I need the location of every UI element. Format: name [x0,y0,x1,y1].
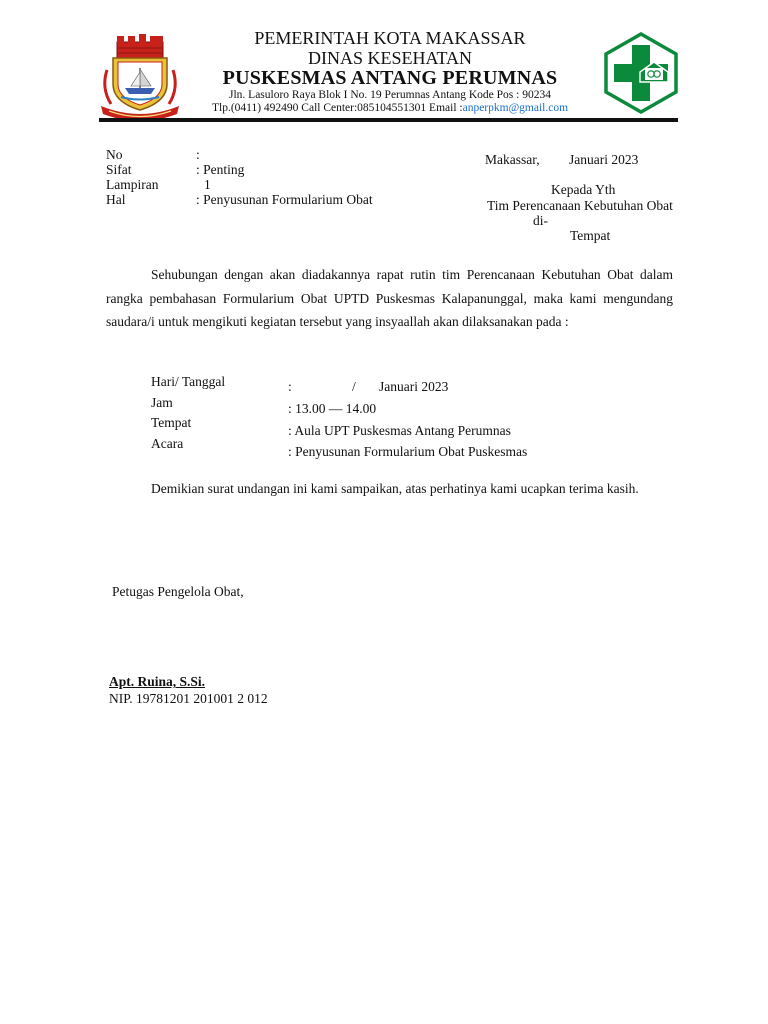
meta-lampiran-value: 1 [204,177,211,192]
detail-jam-value: : 13.00 — 14.00 [288,401,377,416]
meta-sifat-value: : Penting [196,162,245,177]
recipient-city: Makassar, [485,152,540,167]
detail-tempat-label: Tempat [151,415,192,430]
detail-hari-month: Januari 2023 [379,379,449,394]
signature-nip: NIP. 19781201 201001 2 012 [109,691,268,706]
meta-lampiran-label: Lampiran [106,177,159,192]
recipient-tempat: Tempat [570,228,611,243]
signature-role: Petugas Pengelola Obat, [112,584,244,599]
recipient-kepada: Kepada Yth [551,182,616,197]
letterhead-line-puskesmas: PUSKESMAS ANTANG PERUMNAS [222,67,558,89]
recipient-name: Tim Perencanaan Kebutuhan Obat [487,198,673,213]
letterhead-contact-text: Tlp.(0411) 492490 Call Center:085104551301 Email : [211,102,463,114]
meta-no-label: No [106,147,123,162]
detail-acara-value: : Penyusunan Formularium Obat Puskesmas [288,444,528,459]
meta-hal-value: : Penyusunan Formularium Obat [196,192,373,207]
letterhead-line-department: DINAS KESEHATAN [307,48,473,68]
letterhead-address: Jln. Lasuloro Raya Blok I No. 19 Perumnas Antang Kode Pos : 90234 [229,89,551,101]
meta-hal-label: Hal [106,192,126,207]
detail-hari-label: Hari/ Tanggal [151,374,226,389]
meta-no-value: : [196,147,200,162]
detail-hari-colon: : [288,379,292,394]
detail-tempat-value: : Aula UPT Puskesmas Antang Perumnas [288,423,511,438]
recipient-di: di- [533,213,548,228]
signature-name: Apt. Ruina, S.Si. [109,674,206,689]
detail-hari-slash: / [352,379,356,394]
letterhead-email[interactable]: anperpkm@gmail.com [462,102,569,114]
body-paragraph [106,263,673,334]
detail-acara-label: Acara [151,436,184,451]
puskesmas-cross-logo [602,32,680,114]
closing-paragraph [106,477,673,501]
letterhead-line-government: PEMERINTAH KOTA MAKASSAR [254,28,526,48]
body-paragraph-text: Sehubungan dengan akan diadakannya rapat rutin tim Perencanaan Kebutuhan Obat dalam rangka pembahasan Formularium Obat UPTD Puskesmas Kalapanunggal, maka kami mengundang saudara/i untuk mengikuti kegiatan tersebut yang insyaallah akan dilaksanakan pada : [106,267,673,329]
letterhead-contact [170,102,610,114]
recipient-date: Januari 2023 [569,152,639,167]
meta-sifat-label: Sifat [106,162,132,177]
header-rule-thick [99,118,678,122]
closing-paragraph-text: Demikian surat undangan ini kami sampaikan, atas perhatinya kami ucapkan terima kasih. [151,481,639,496]
detail-jam-label: Jam [151,395,173,410]
